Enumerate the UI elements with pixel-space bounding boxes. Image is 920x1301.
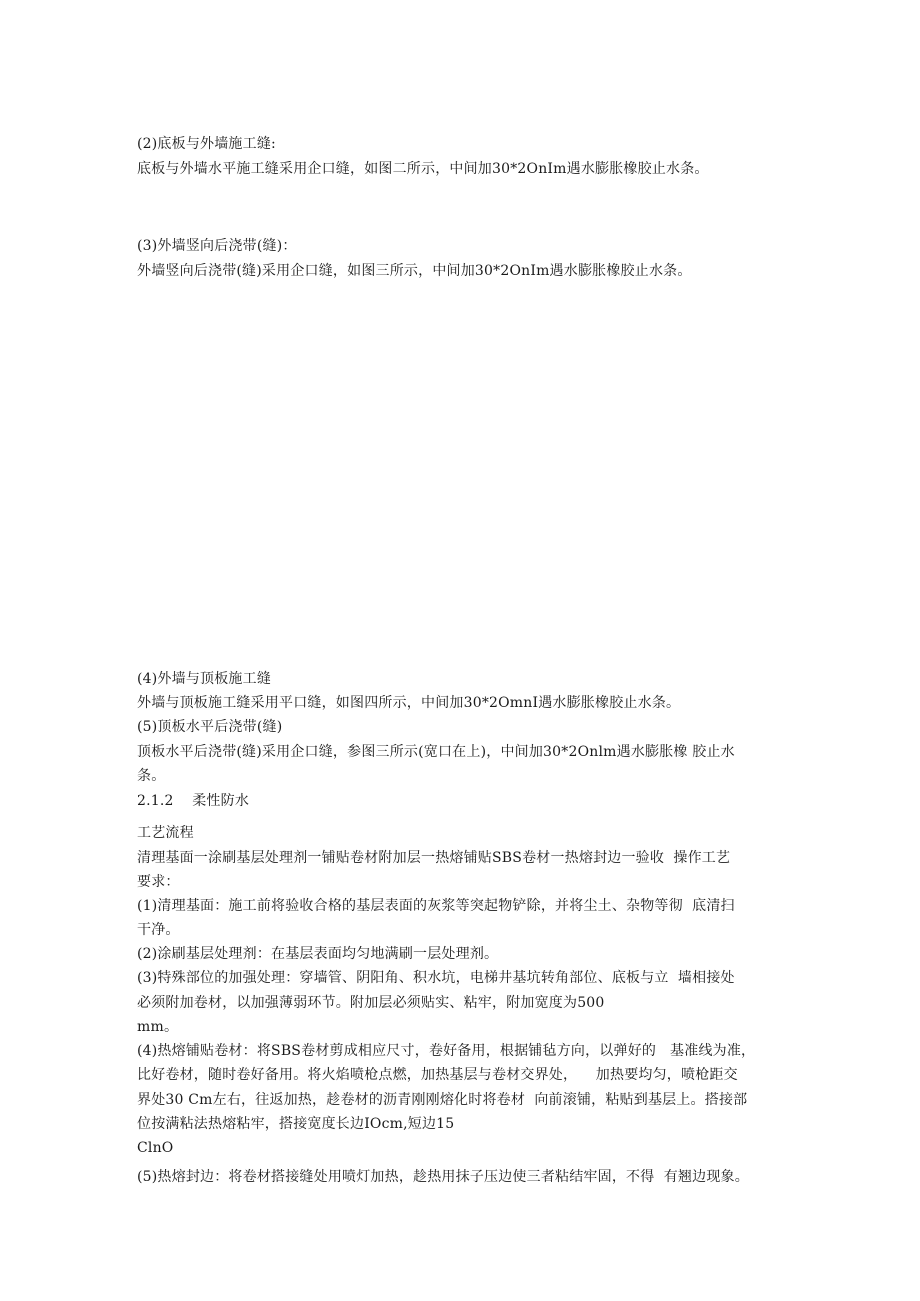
step4-line4: 位按满粘法热熔粘牢，搭接宽度长边IOcm,短边15 (137, 1116, 455, 1132)
process-title: 工艺流程 (137, 825, 194, 841)
step2: (2)涂刷基层处理剂：在基层表面均匀地满刷一层处理剂。 (137, 946, 499, 962)
item2-heading: (2)底板与外墙施工缝: (137, 136, 276, 152)
step1-line1: (1)清理基面：施工前将验收合格的基层表面的灰浆等突起物铲除，并将尘土、杂物等彻 底清扫 (137, 898, 735, 914)
item3-text: 外墙竖向后浇带(缝)采用企口缝，如图三所示，中间加30*2OnIm遇水膨胀橡胶止水条。 (137, 263, 692, 279)
item4-heading: (4)外墙与顶板施工缝 (137, 671, 272, 687)
step1-line2: 干净。 (137, 922, 180, 938)
process-line2: 要求： (137, 874, 180, 890)
step5: (5)热熔封边：将卷材搭接缝处用喷灯加热，趁热用抹子压边使三者粘结牢固，不得 有翘边现象。 (137, 1169, 749, 1185)
item5-heading: (5)顶板水平后浇带(缝) (137, 719, 283, 735)
step4-line2: 比好卷材，随时卷好备用。将火焰喷枪点燃，加热基层与卷材交界处， 加热要均匀，喷枪距交 (137, 1067, 738, 1083)
step3-line3: mm。 (137, 1019, 179, 1035)
item4-text: 外墙与顶板施工缝采用平口缝，如图四所示，中间加30*2OmnI遇水膨胀橡胶止水条。 (137, 695, 681, 711)
section-heading-flexible: 2.1.2 柔性防水 (137, 793, 250, 809)
step4-line3: 界处30 Cm左右，往返加热，趁卷材的沥青刚刚熔化时将卷材 向前滚铺，粘贴到基层上。搭接部 (137, 1092, 748, 1108)
step3-line1: (3)特殊部位的加强处理：穿墙管、阴阳角、积水坑，电梯井基坑转角部位、底板与立 墙相接处 (137, 970, 735, 986)
step3-line2: 必须附加卷材，以加强薄弱环节。附加层必须贴实、粘牢，附加宽度为500 (137, 995, 605, 1011)
process-line1: 清理基面一涂刷基层处理剂一铺贴卷材附加层一热熔铺贴SBS卷材一热熔封边一验收 操作工艺 (137, 850, 731, 866)
step4-line1: (4)热熔铺贴卷材：将SBS卷材剪成相应尺寸，卷好备用，根据铺毡方向，以弹好的 基准线为准， (137, 1043, 756, 1059)
item3-heading: (3)外墙竖向后浇带(缝)： (137, 238, 297, 254)
item5-text-line1: 顶板水平后浇带(缝)采用企口缝，参图三所示(宽口在上)，中间加30*2Onlm遇水膨胀橡 胶止水 (137, 744, 735, 760)
item2-text: 底板与外墙水平施工缝采用企口缝，如图二所示，中间加30*2OnIm遇水膨胀橡胶止水条。 (137, 161, 709, 177)
item5-text-line2: 条。 (137, 768, 166, 784)
step4-line5: ClnO (137, 1140, 174, 1156)
